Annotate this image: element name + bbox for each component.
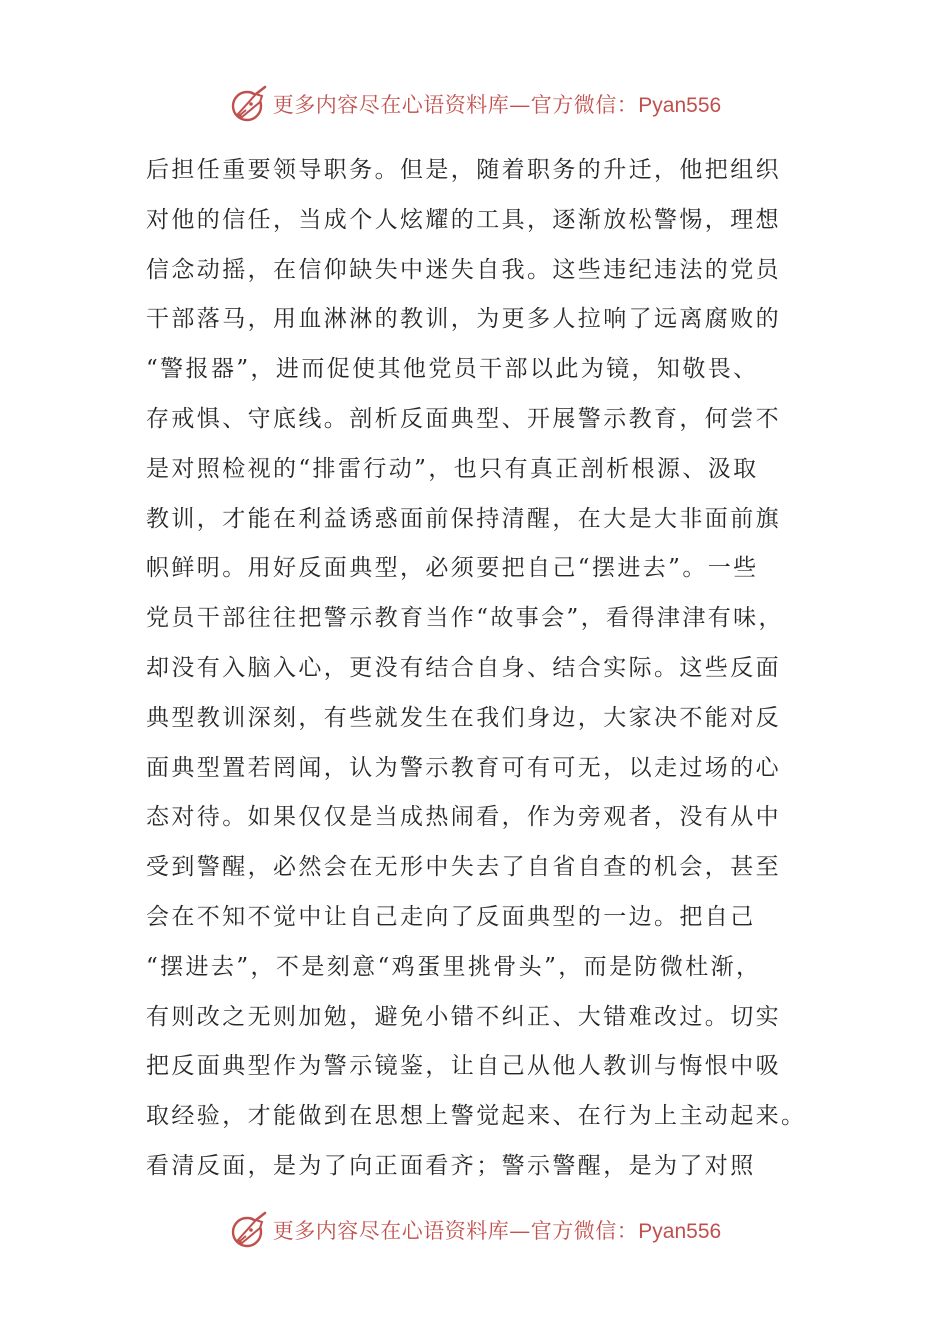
body-line: 却没有入脑入心，更没有结合自身、结合实际。这些反面 [146, 654, 781, 681]
body-line: 对他的信任，当成个人炫耀的工具，逐渐放松警惕，理想 [146, 206, 781, 233]
header-text [273, 89, 721, 119]
body-line: 典型教训深刻，有些就发生在我们身边，大家决不能对反 [146, 704, 781, 731]
body-line: 看清反面，是为了向正面看齐；警示警醒，是为了对照 [146, 1152, 756, 1179]
footer-banner [0, 1208, 950, 1252]
body-line: 存戒惧、守底线。剖析反面典型、开展警示教育，何尝不 [146, 405, 781, 432]
pen-nib-logo-icon [229, 1210, 269, 1250]
header-banner [0, 82, 950, 126]
header-contact-id: Pyan556 [638, 94, 722, 117]
body-line: 是对照检视的“排雷行动”，也只有真正剖析根源、汲取 [146, 455, 759, 482]
footer-contact-id: Pyan556 [638, 1220, 722, 1243]
footer-separator: — [509, 1219, 531, 1243]
body-line: 帜鲜明。用好反面典型，必须要把自己“摆进去”。一些 [146, 555, 759, 582]
body-line: 态对待。如果仅仅是当成热闹看，作为旁观者，没有从中 [146, 804, 781, 831]
footer-contact-label: 官方微信： [530, 1219, 639, 1243]
body-line: “警报器”，进而促使其他党员干部以此为镜，知敬畏、 [146, 356, 759, 383]
body-line: 受到警醒，必然会在无形中失去了自省自查的机会，甚至 [146, 854, 781, 881]
body-line: 干部落马，用血淋淋的教训，为更多人拉响了远离腐败的 [146, 306, 781, 333]
header-separator: — [509, 93, 531, 117]
footer-text [273, 1215, 721, 1245]
body-line: 教训，才能在利益诱惑面前保持清醒，在大是大非面前旗 [146, 505, 781, 532]
body-line: 取经验，才能做到在思想上警觉起来、在行为上主动起来。 [146, 1103, 807, 1130]
header-site-name: 更多内容尽在心语资料库 [272, 93, 510, 117]
body-line: 后担任重要领导职务。但是，随着职务的升迁，他把组织 [146, 157, 781, 183]
header-contact-label: 官方微信： [530, 93, 639, 117]
body-line: 把反面典型作为警示镜鉴，让自己从他人教训与悔恨中吸 [146, 1053, 781, 1080]
body-line: 党员干部往往把警示教育当作“故事会”，看得津津有味， [146, 605, 784, 632]
body-line: 会在不知不觉中让自己走向了反面典型的一边。把自己 [146, 903, 756, 930]
body-line: 面典型置若罔闻，认为警示教育可有可无，以走过场的心 [146, 754, 781, 781]
body-line: 信念动摇，在信仰缺失中迷失自我。这些违纪违法的党员 [146, 256, 781, 283]
body-line: “摆进去”，不是刻意“鸡蛋里挑骨头”，而是防微杜渐， [146, 953, 762, 980]
pen-nib-logo-icon [229, 84, 269, 124]
body-line: 有则改之无则加勉，避免小错不纠正、大错难改过。切实 [146, 1003, 781, 1030]
body-text [146, 146, 806, 1192]
footer-site-name: 更多内容尽在心语资料库 [272, 1219, 510, 1243]
